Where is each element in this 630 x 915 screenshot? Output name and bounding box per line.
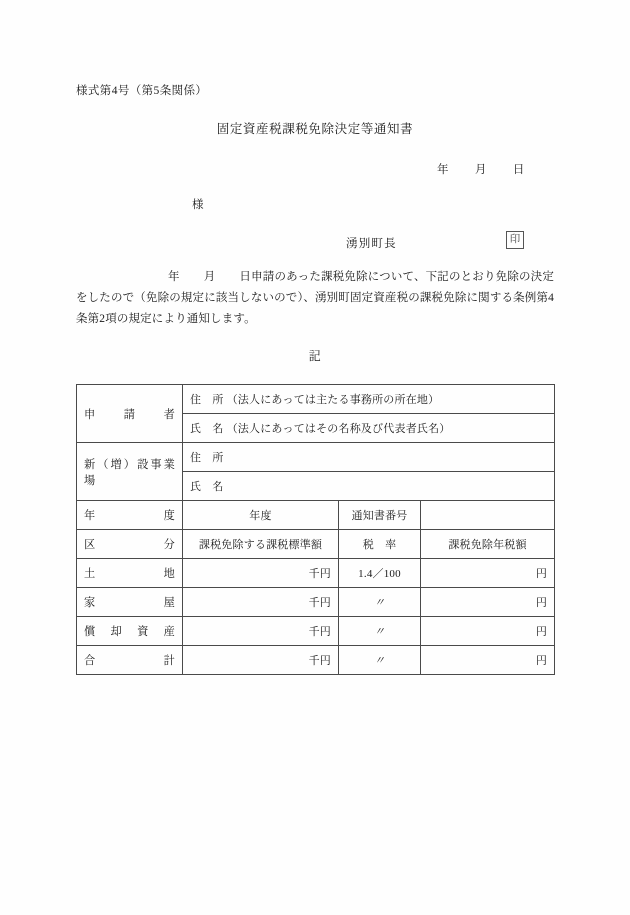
table-row — [77, 588, 555, 617]
signer-block — [346, 234, 556, 254]
row-category-house: 家屋 — [77, 588, 183, 617]
house-tax-base-cell[interactable]: 千円 — [183, 588, 339, 617]
total-tax-rate-cell: 〃 — [339, 646, 421, 675]
assets-tax-rate-cell: 〃 — [339, 617, 421, 646]
form-number: 様式第4号（第5条関係） — [76, 85, 208, 97]
table-row — [77, 617, 555, 646]
land-tax-base-cell[interactable]: 千円 — [183, 559, 339, 588]
body-paragraph — [76, 267, 554, 330]
row-category-total: 合計 — [77, 646, 183, 675]
addressee-honorific: 様 — [192, 199, 204, 211]
fiscal-year-value[interactable]: 年度 — [183, 501, 339, 530]
applicant-address-label: 住 所 — [190, 394, 224, 406]
applicant-name-note: （法人にあってはその名称及び代表者氏名） — [226, 423, 451, 435]
facility-address-cell[interactable] — [183, 443, 555, 472]
date-year-label: 年 — [437, 164, 449, 176]
signer-name: 湧別町長 — [346, 238, 397, 250]
ki-mark: 記 — [308, 349, 322, 363]
body-paragraph-text: 日申請のあった課税免除について、下記のとおり免除の決定をしたので（免除の規定に該当しないので）、湧別町固定資産税の課税免除に関する条例第4条第2項の規定により通知します。 — [76, 271, 554, 325]
notice-number-value[interactable] — [421, 501, 555, 530]
date-day-label: 日 — [512, 164, 525, 176]
table-row-facility-address — [77, 443, 555, 472]
category-header: 区分 — [77, 530, 183, 559]
facility-label: 新（増）設事業場 — [77, 443, 183, 501]
page-title: 固定資産税課税免除決定等通知書 — [216, 122, 414, 136]
notification-table-wrap — [76, 384, 554, 675]
table-row — [77, 559, 555, 588]
tax-rate-header: 税 率 — [339, 530, 421, 559]
tax-base-header: 課税免除する課税標準額 — [183, 530, 339, 559]
row-category-land: 土地 — [77, 559, 183, 588]
total-tax-base-cell[interactable]: 千円 — [183, 646, 339, 675]
assets-exempt-amount-cell[interactable]: 円 — [421, 617, 555, 646]
row-category-depreciable-assets: 償却資産 — [77, 617, 183, 646]
notice-number-label: 通知書番号 — [339, 501, 421, 530]
body-date-year: 年 — [168, 271, 180, 283]
facility-name-cell[interactable] — [183, 472, 555, 501]
date-month-label: 月 — [474, 164, 487, 176]
body-date-month: 月 — [203, 271, 216, 283]
applicant-address-note: （法人にあっては主たる事務所の所在地） — [226, 394, 440, 406]
facility-address-label: 住 所 — [190, 452, 224, 464]
table-row — [77, 646, 555, 675]
exempt-amount-header: 課税免除年税額 — [421, 530, 555, 559]
applicant-address-cell[interactable] — [183, 385, 555, 414]
table-row-fiscal-year — [77, 501, 555, 530]
applicant-label: 申請者 — [77, 385, 183, 443]
land-exempt-amount-cell[interactable]: 円 — [421, 559, 555, 588]
notification-table — [76, 384, 555, 675]
table-row-column-headers — [77, 530, 555, 559]
applicant-name-label: 氏 名 — [190, 423, 224, 435]
facility-name-label: 氏 名 — [190, 481, 224, 493]
land-tax-rate-cell: 1.4／100 — [339, 559, 421, 588]
table-row-applicant-address — [77, 385, 555, 414]
seal-stamp-icon: 印 — [506, 231, 524, 249]
house-tax-rate-cell: 〃 — [339, 588, 421, 617]
fiscal-year-label: 年度 — [77, 501, 183, 530]
total-exempt-amount-cell[interactable]: 円 — [421, 646, 555, 675]
house-exempt-amount-cell[interactable]: 円 — [421, 588, 555, 617]
assets-tax-base-cell[interactable]: 千円 — [183, 617, 339, 646]
applicant-name-cell[interactable] — [183, 414, 555, 443]
